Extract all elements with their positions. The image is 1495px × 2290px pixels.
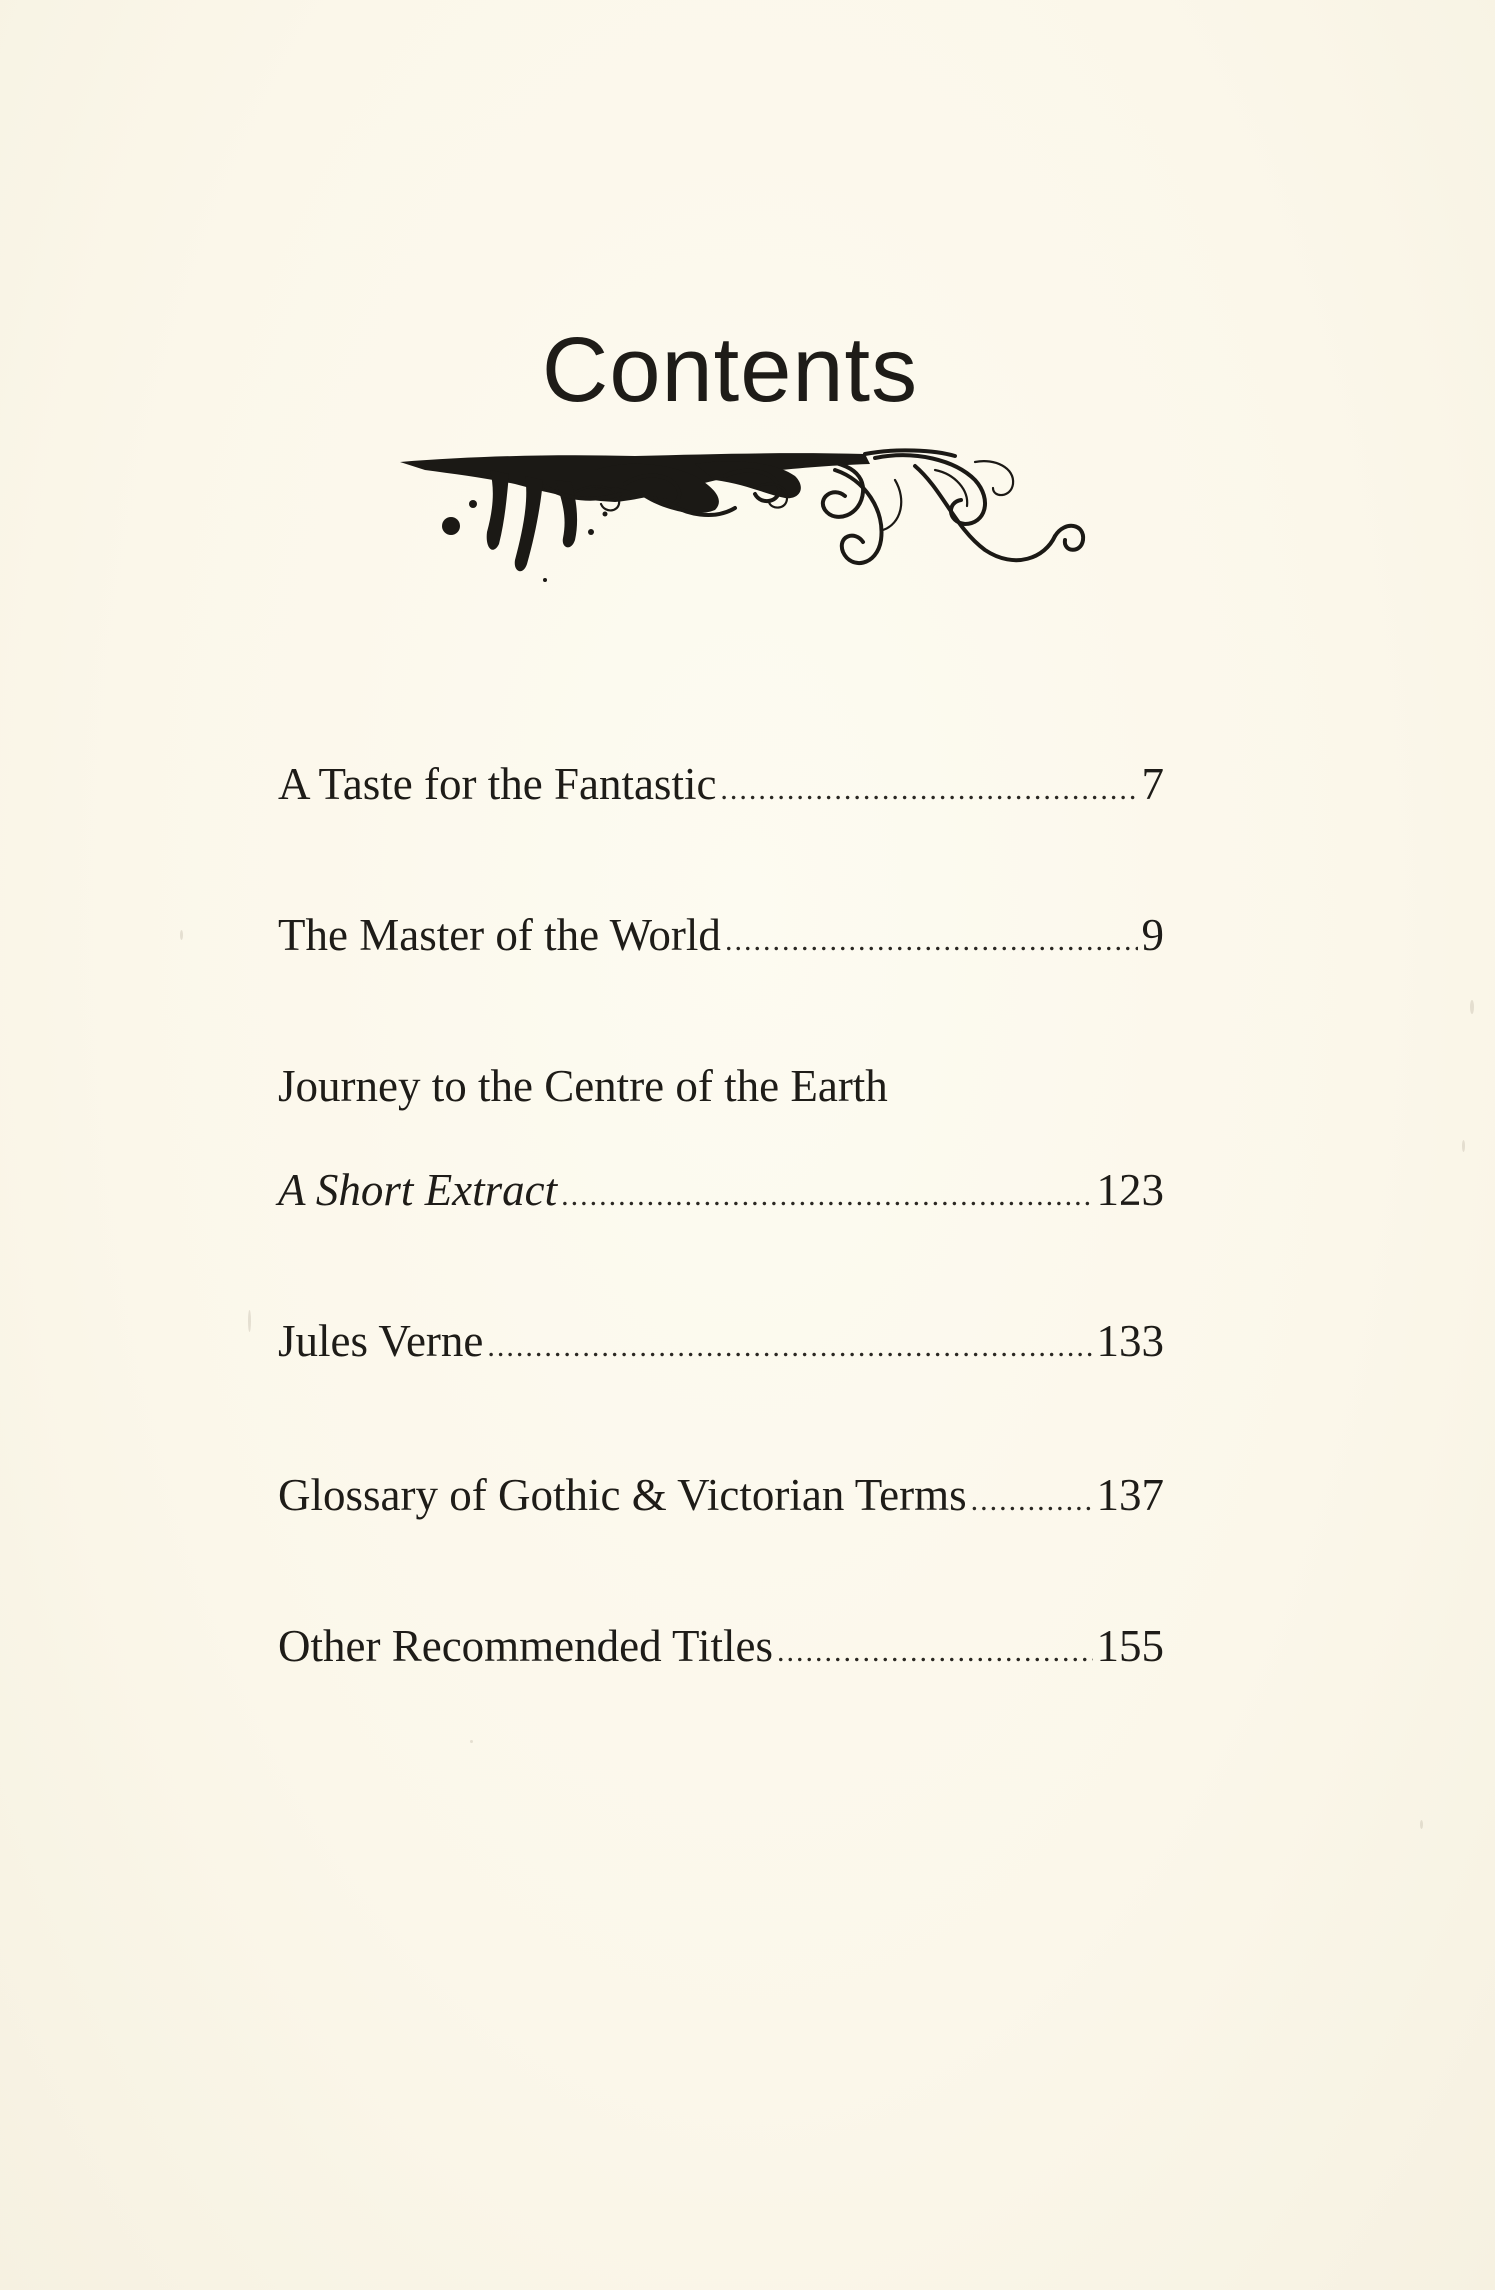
toc-entry[interactable] [278, 1164, 1164, 1224]
toc-entry[interactable] [278, 758, 1164, 818]
toc-entry-title: A Short Extract [278, 1165, 558, 1215]
paper-speck [1470, 1000, 1474, 1014]
toc-page-number: 9 [1141, 910, 1164, 960]
toc-entry-title: The Master of the World [278, 910, 721, 960]
paper-speck [248, 1310, 251, 1332]
toc-entry-title: Glossary of Gothic & Victorian Terms [278, 1470, 967, 1520]
toc-dot-leader [561, 1179, 1092, 1213]
paper-speck [180, 930, 183, 940]
toc-entry[interactable] [278, 909, 1164, 969]
page-title: Contents [541, 319, 919, 421]
toc-entry[interactable] [278, 1469, 1164, 1529]
paper-speck [470, 1740, 473, 1743]
paper-speck [1420, 1820, 1423, 1829]
ink-splash-flourish-ornament-icon [395, 440, 1095, 610]
toc-entry-title: A Taste for the Fantastic [278, 759, 717, 809]
toc-page-number: 133 [1096, 1316, 1164, 1366]
toc-page-number: 155 [1096, 1621, 1164, 1671]
toc-page-number: 7 [1141, 759, 1164, 809]
toc-entry-title: Jules Verne [278, 1316, 484, 1366]
toc-entry-title: Other Recommended Titles [278, 1621, 773, 1671]
toc-entry[interactable] [278, 1315, 1164, 1375]
toc-entry[interactable] [278, 1620, 1164, 1680]
paper-speck [1462, 1140, 1465, 1152]
toc-dot-leader [487, 1330, 1092, 1364]
toc-dot-leader [720, 773, 1137, 807]
toc-dot-leader [971, 1484, 1093, 1518]
toc-dot-leader [725, 924, 1138, 958]
toc-section-heading: Journey to the Centre of the Earth [278, 1061, 888, 1111]
toc-page-number: 137 [1096, 1470, 1164, 1520]
toc-page-number: 123 [1096, 1165, 1164, 1215]
toc-dot-leader [777, 1635, 1093, 1669]
